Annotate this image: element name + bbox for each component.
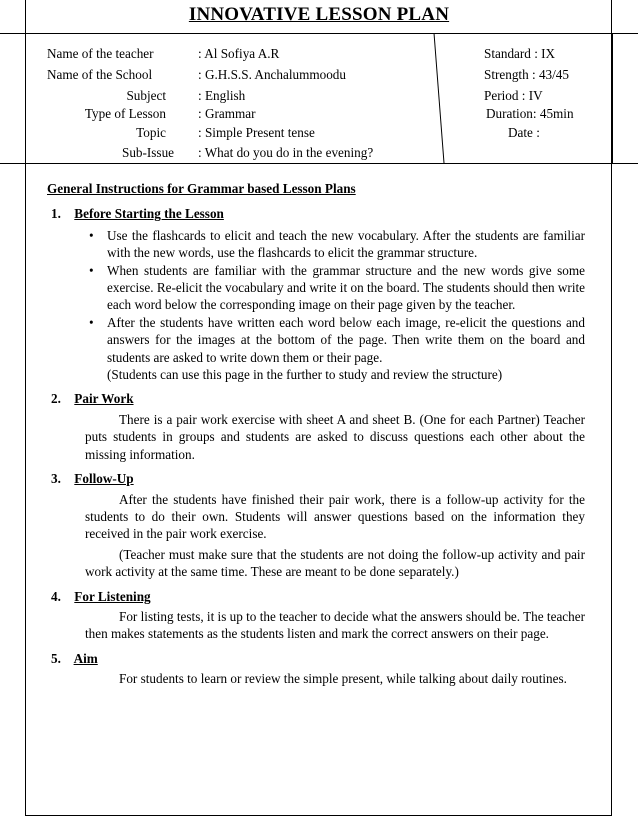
section-paragraph — [47, 491, 585, 543]
header-row-strength — [484, 66, 569, 84]
section-heading-4 — [47, 588, 585, 605]
bullet-item — [85, 314, 585, 366]
header-row-period — [484, 87, 543, 105]
paragraph-text: After the students have finished their pair work, there is a follow-up activity for the students to do their own. Students will answer questions based on the information they received in the pair work exercise. — [85, 491, 585, 542]
section-title: Before Starting the Lesson — [74, 206, 224, 222]
section-title: Pair Work — [74, 391, 134, 407]
section-number: 4. — [51, 588, 61, 604]
teacher-value: : Al Sofiya A.R — [198, 46, 280, 61]
section-title: Aim — [73, 650, 98, 666]
duration-label: Duration — [486, 106, 533, 121]
school-value: : G.H.S.S. Anchalummoodu — [198, 67, 346, 82]
header-row-date — [508, 124, 540, 142]
section-paragraph — [47, 608, 585, 643]
lesson-header — [0, 0, 638, 170]
bullet-item — [85, 227, 585, 262]
subject-value: : English — [198, 88, 246, 103]
subissue-value: : What do you do in the evening? — [198, 145, 374, 160]
subissue-label: Sub-Issue — [122, 145, 175, 160]
section-title: Follow-Up — [74, 471, 134, 487]
page-title: INNOVATIVE LESSON PLAN — [188, 4, 450, 25]
topic-label: Topic — [136, 125, 166, 140]
paragraph-text: There is a pair work exercise with sheet A and sheet B. (One for each Partner) Teacher puts students in groups and students are asked to discuss questions each other about the missing information. — [85, 411, 585, 462]
date-value: : — [536, 125, 540, 140]
section-title: For Listening — [74, 588, 151, 604]
bullet-icon: • — [89, 227, 94, 243]
section-heading-1 — [47, 205, 585, 222]
section-paragraph — [47, 411, 585, 463]
school-label: Name of the School — [47, 67, 153, 82]
teacher-label: Name of the teacher — [47, 46, 154, 61]
bullet-icon: • — [89, 262, 94, 278]
type-label: Type of Lesson — [84, 106, 166, 121]
topic-value: : Simple Present tense — [198, 125, 315, 140]
section-number: 1. — [51, 206, 61, 222]
period-value: : IV — [521, 88, 543, 103]
strength-value: : 43/45 — [532, 67, 569, 82]
section-paragraph — [47, 670, 585, 687]
header-row-topic — [0, 124, 436, 142]
header-row-standard — [484, 45, 555, 63]
paragraph-text: (Teacher must make sure that the students are not doing the follow-up activity and pair work activity at the same time. These are meant to be done separately.) — [85, 546, 585, 580]
header-row-subissue — [0, 144, 436, 162]
strength-label: Strength — [484, 67, 529, 82]
standard-label: Standard — [484, 46, 531, 61]
standard-value: : IX — [534, 46, 556, 61]
duration-value: : 45min — [532, 106, 574, 121]
section-1-bullets — [47, 227, 585, 366]
header-row-subject — [0, 87, 436, 105]
header-row-duration — [486, 105, 574, 123]
section-number: 3. — [51, 471, 61, 487]
general-instructions-heading: General Instructions for Grammar based Lesson Plans — [47, 181, 356, 196]
section-heading-5 — [47, 650, 585, 667]
paragraph-text: For students to learn or review the simple present, while talking about daily routines. — [119, 671, 567, 687]
paragraph-text: For listing tests, it is up to the teacher to decide what the answers should be. The teacher then makes statements as the students listen and mark the correct answers on their page. — [85, 608, 585, 642]
date-label: Date — [508, 125, 533, 140]
header-row-school — [0, 66, 436, 84]
section-paragraph — [47, 546, 585, 581]
section-number: 5. — [51, 650, 61, 666]
bullet-text: Use the flashcards to elicit and teach the new vocabulary. After the students are familiar with the new words, use the flashcards to elicit the grammar structure. — [107, 227, 585, 261]
header-row-type — [0, 105, 436, 123]
type-value: : Grammar — [198, 106, 256, 121]
bullet-text: After the students have written each word below each image, re-elicit the questions and answers for the images at the bottom of the page. Then write them on the board and students are asked to write down them or their page. — [107, 314, 585, 365]
section-heading-2 — [47, 390, 585, 407]
subject-label: Subject — [126, 88, 166, 103]
instructions-body — [47, 180, 585, 688]
section-heading-3 — [47, 470, 585, 487]
bullet-item — [85, 262, 585, 314]
period-label: Period — [484, 88, 519, 103]
bullet-text: When students are familiar with the grammar structure and the new words give some exercise. Re-elicit the vocabulary and write it on the board. The students should then write each word below the corresponding image on their page given by the teacher. — [107, 262, 585, 313]
section-1-note: (Students can use this page in the further to study and review the structure) — [107, 367, 503, 383]
section-number: 2. — [51, 391, 61, 407]
bullet-icon: • — [89, 314, 94, 330]
header-row-teacher — [0, 45, 436, 63]
